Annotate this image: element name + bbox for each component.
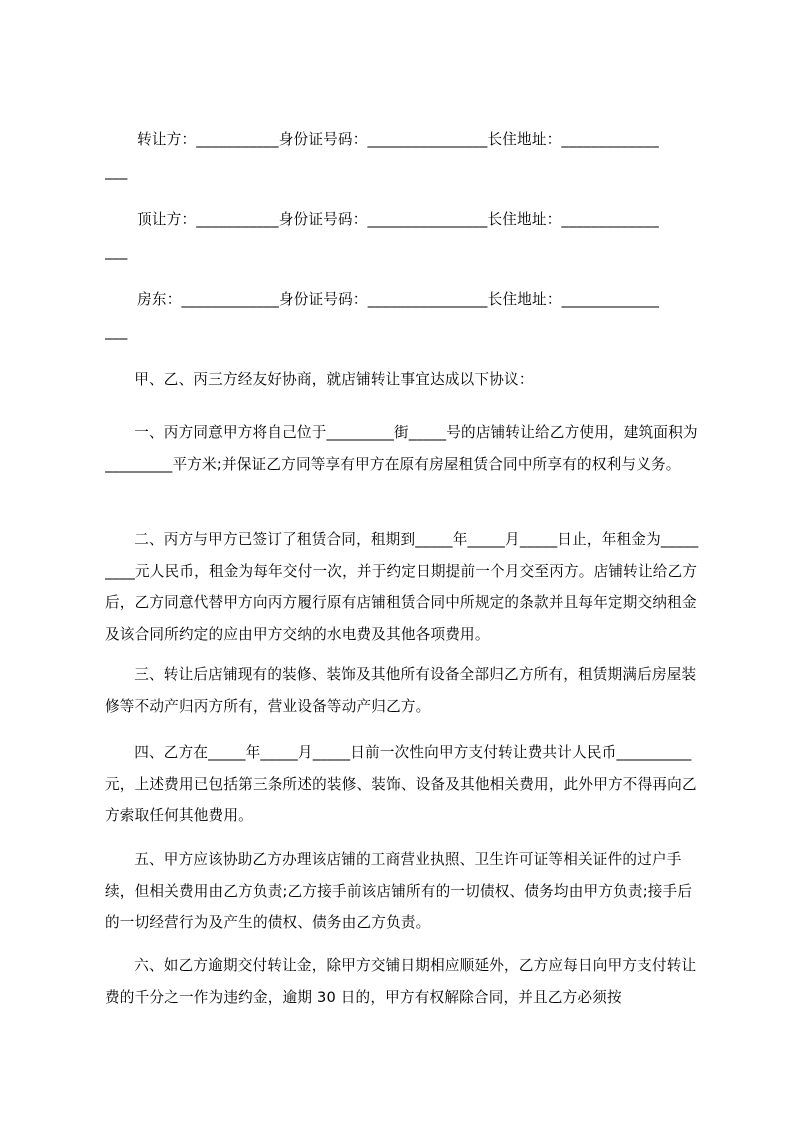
landlord-line: 房东：_____________身份证号码：________________长住地址：_____________ ___ bbox=[105, 291, 660, 340]
intro-paragraph: 甲、乙、丙三方经友好协商，就店铺转让事宜达成以下协议： bbox=[134, 371, 534, 388]
clause-2: 二、丙方与甲方已签订了租赁合同，租期到_____年_____月_____日止，年租金为_________元人民币，租金为每年交付一次，并于约定日期提前一个月交至丙方。店铺转让给乙方后，乙方同意代替甲方向丙方履行原有店铺租赁合同中所规定的条款并且每年定期交纳租金及该合同所约定的应由甲方交纳的水电费及其他各项费用。 bbox=[105, 531, 699, 643]
clause-6: 六、如乙方逾期交付转让金，除甲方交铺日期相应顺延外，乙方应每日向甲方支付转让费的千分之一作为违约金，逾期 30 日的，甲方有权解除合同，并且乙方必须按 bbox=[105, 957, 697, 1006]
clause-1: 一、丙方同意甲方将自己位于_________街_____号的店铺转让给乙方使用，建筑面积为_________平方米;并保证乙方同等享有甲方在原有房屋租赁合同中所享有的权利与义务。 bbox=[105, 424, 698, 473]
transferor-line: 转让方：___________身份证号码：________________长住地址：_____________ ___ bbox=[105, 131, 659, 180]
clause-5: 五、甲方应该协助乙方办理该店铺的工商营业执照、卫生许可证等相关证件的过户手续，但相关费用由乙方负责;乙方接手前该店铺所有的一切债权、债务均由甲方负责;接手后的一切经营行为及产生的债权、债务由乙方负责。 bbox=[105, 851, 693, 931]
assignee-line: 顶让方：___________身份证号码：________________长住地址：_____________ ___ bbox=[105, 211, 659, 260]
clause-4: 四、乙方在_____年_____月_____日前一次性向甲方支付转让费共计人民币__________元，上述费用已包括第三条所述的装修、装饰、设备及其他相关费用，此外甲方不得再向乙方索取任何其他费用。 bbox=[105, 744, 697, 824]
clause-3: 三、转让后店铺现有的装修、装饰及其他所有设备全部归乙方所有，租赁期满后房屋装修等不动产归丙方所有，营业设备等动产归乙方。 bbox=[105, 666, 697, 715]
